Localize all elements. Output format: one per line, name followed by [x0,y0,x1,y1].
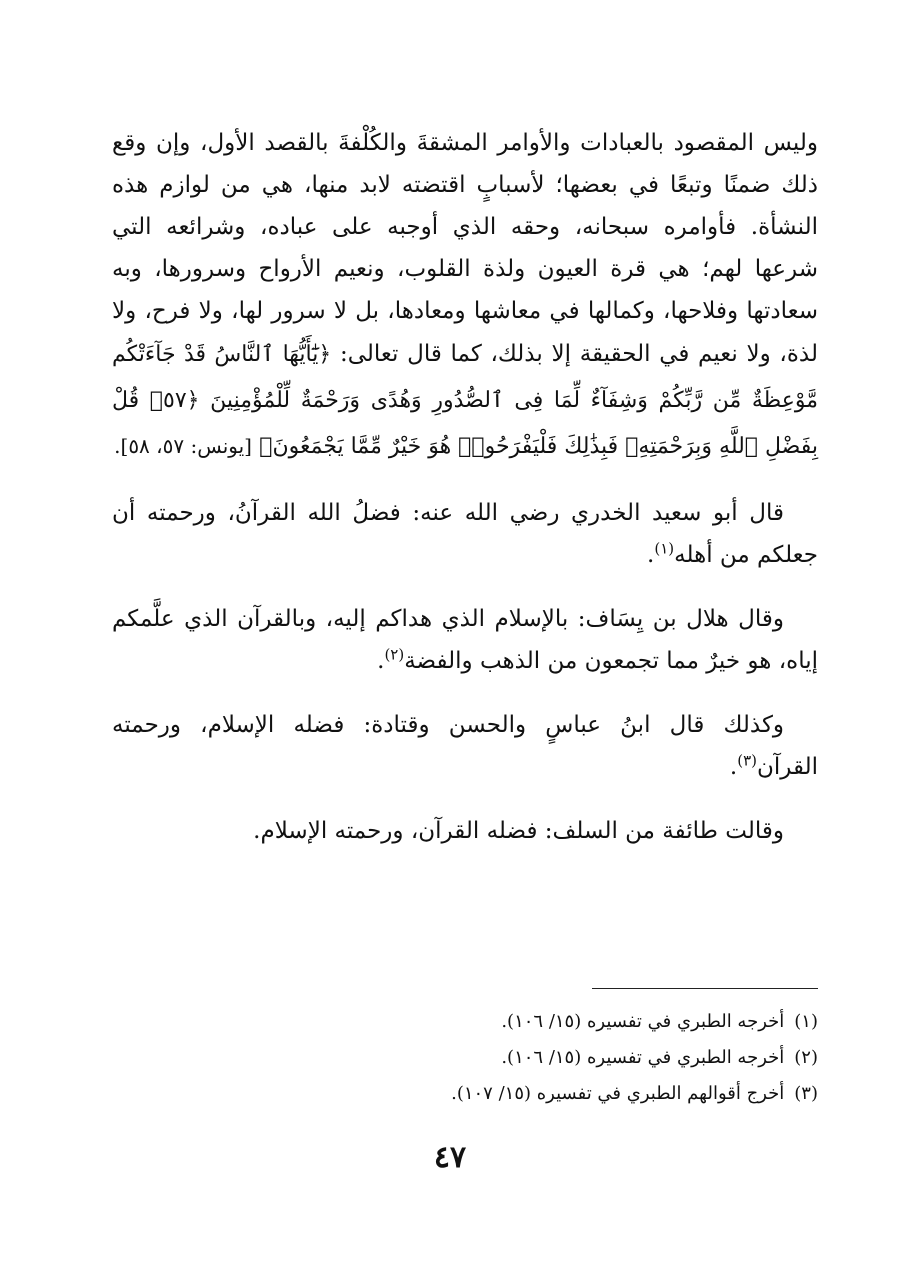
paragraph-5 [112,810,818,852]
footnote-ref-1[interactable]: (١) [654,539,675,558]
footnote-ref-2[interactable]: (٢) [384,645,405,664]
paragraph-2-end: . [647,542,655,568]
footnote-number: (١) [794,1011,818,1032]
footnote-text: أخرجه الطبري في تفسيره (١٥/ ١٠٦). [501,1047,785,1068]
paragraph-4 [112,704,818,788]
footnote-text: أخرج أقوالهم الطبري في تفسيره (١٥/ ١٠٧). [451,1083,785,1104]
footnote-3 [112,1076,818,1112]
paragraph-2 [112,492,818,576]
page-number: ٤٧ [433,1140,467,1175]
paragraph-3 [112,598,818,682]
footnote-1 [112,1004,818,1040]
page-body [112,122,818,852]
paragraph-3-end: . [377,648,385,674]
footnote-2 [112,1040,818,1076]
paragraph-5-text: وقالت طائفة من السلف: فضله القرآن، ورحمته الإسلام. [253,818,784,844]
footnote-divider [592,988,818,989]
paragraph-4-end: . [729,754,738,780]
verse-reference: [يونس: ٥٧، ٥٨]. [114,434,252,458]
footnote-text: أخرجه الطبري في تفسيره (١٥/ ١٠٦). [501,1011,785,1032]
paragraph-1 [112,122,818,470]
paragraph-2-text: قال أبو سعيد الخدري رضي الله عنه: فضلُ الله القرآنُ، ورحمته أن جعلكم من أهله [112,500,818,568]
footnote-number: (٣) [794,1083,818,1104]
paragraph-1-text: وليس المقصود بالعبادات والأوامر المشقةَ والكُلْفةَ بالقصد الأول، وإن وقع ذلك ضمنًا وتبعًا في بعضها؛ لأسبابٍ اقتضته لابد منها، هي من لوازم هذه النشأة. فأوامره سبحانه، وحقه الذي أوجبه على عباده، وشرائعه التي شرعها لهم؛ هي قرة العيون ولذة القلوب، ونعيم الأرواح وسرورها، وبه سعادتها وفلاحها، وكمالها في معاشها ومعادها، بل لا سرور لها، ولا فرح، ولا لذة، ولا نعيم في الحقيقة إلا بذلك، كما قال تعالى: [112,130,818,367]
paragraph-4-text: وكذلك قال ابنُ عباسٍ والحسن وقتادة: فضله الإسلام، ورحمته القرآن [112,712,818,780]
footnote-ref-3[interactable]: (٣) [737,751,757,770]
footnote-number: (٢) [794,1047,818,1068]
quran-verse: ﴿يَٰٓأَيُّهَا ٱلنَّاسُ قَدْ جَآءَتْكُم مَّوْعِظَةٌ مِّن رَّبِّكُمْ وَشِفَآءٌ لِّمَا فِى ٱلصُّدُورِ وَهُدًى وَرَحْمَةٌ لِّلْمُؤْمِنِينَ ﴿٥٧﴾ قُلْ بِفَضْلِ ٱللَّهِ وَبِرَحْمَتِهِۦ فَبِذَٰلِكَ فَلْيَفْرَحُوا۟ هُوَ خَيْرٌ مِّمَّا يَجْمَعُونَ﴾ [112,342,818,459]
footnotes [112,1004,818,1112]
paragraph-3-text: وقال هلال بن يِسَاف: بالإسلام الذي هداكم إليه، وبالقرآن الذي علَّمكم إياه، هو خيرٌ مما تجمعون من الذهب والفضة [112,606,818,674]
